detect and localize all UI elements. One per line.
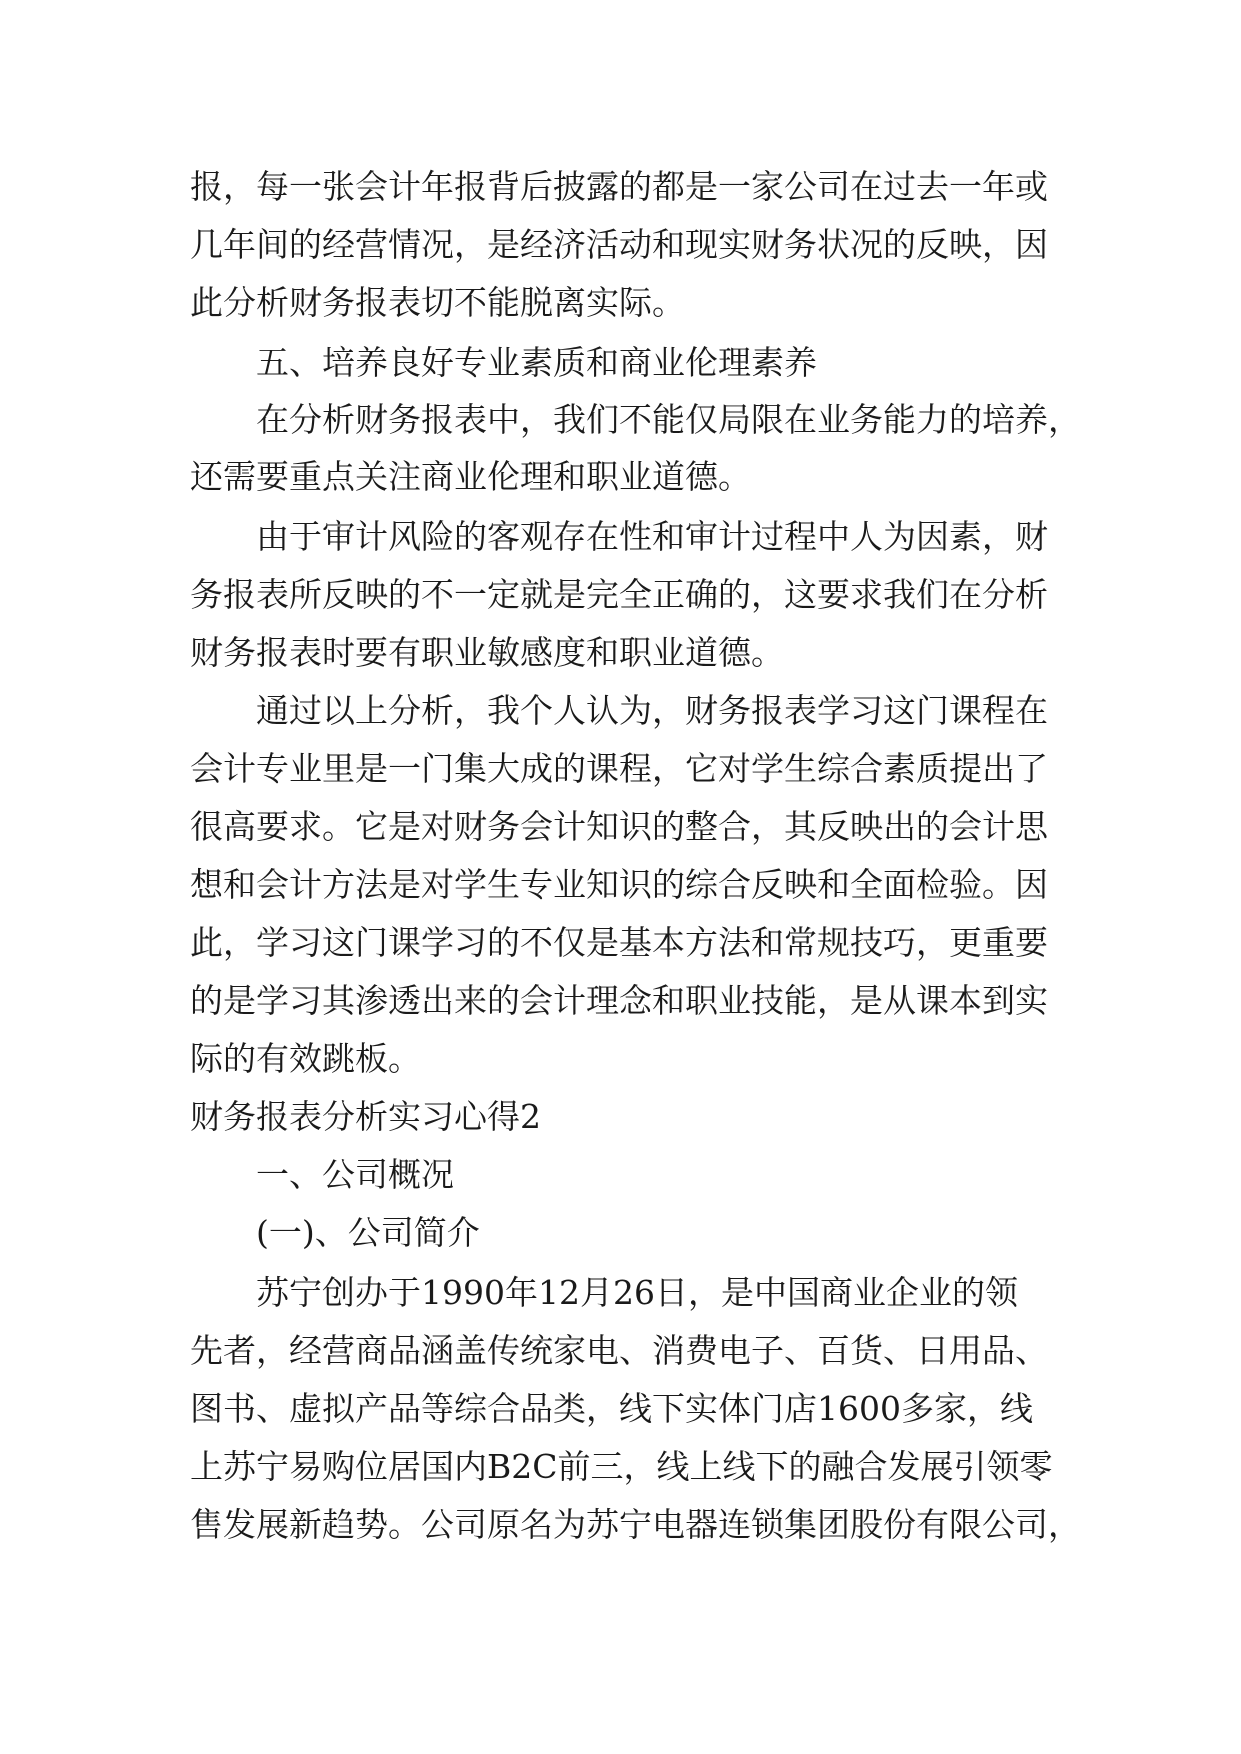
section-heading-1: 一、公司概况: [256, 1155, 454, 1194]
body-line-13: 想和会计方法是对学生专业知识的综合反映和全面检验。因: [190, 865, 1048, 904]
body-line-12: 很高要求。它是对财务会计知识的整合，其反映出的会计思: [190, 807, 1048, 846]
body-line-23: 上苏宁易购位居国内B2C前三，线上线下的融合发展引领零: [190, 1447, 1053, 1486]
body-line-21: 先者，经营商品涵盖传统家电、消费电子、百货、日用品、: [190, 1331, 1048, 1370]
body-line-11: 会计专业里是一门集大成的课程，它对学生综合素质提出了: [190, 749, 1048, 788]
document-title: 财务报表分析实习心得2: [190, 1097, 541, 1136]
body-line-2: 几年间的经营情况，是经济活动和现实财务状况的反映，因: [190, 225, 1048, 264]
body-line-15: 的是学习其渗透出来的会计理念和职业技能，是从课本到实: [190, 981, 1048, 1020]
body-line-10: 通过以上分析，我个人认为，财务报表学习这门课程在: [256, 691, 1048, 730]
body-line-16: 际的有效跳板。: [190, 1039, 421, 1078]
section-heading-5: 五、培养良好专业素质和商业伦理素养: [256, 343, 817, 382]
body-line-14: 此，学习这门课学习的不仅是基本方法和常规技巧，更重要: [190, 923, 1048, 962]
body-line-7: 由于审计风险的客观存在性和审计过程中人为因素，财: [256, 517, 1048, 556]
body-line-8: 务报表所反映的不一定就是完全正确的，这要求我们在分析: [190, 575, 1048, 614]
body-line-22: 图书、虚拟产品等综合品类，线下实体门店1600多家，线: [190, 1389, 1033, 1428]
body-line-1: 报，每一张会计年报背后披露的都是一家公司在过去一年或: [190, 167, 1048, 206]
subsection-heading: (一)、公司简介: [256, 1213, 480, 1252]
body-line-3: 此分析财务报表切不能脱离实际。: [190, 283, 685, 322]
body-line-20: 苏宁创办于1990年12月26日，是中国商业企业的领: [256, 1273, 1018, 1312]
body-line-6: 还需要重点关注商业伦理和职业道德。: [190, 457, 751, 496]
body-line-5: 在分析财务报表中，我们不能仅局限在业务能力的培养，: [256, 400, 1081, 439]
body-line-24: 售发展新趋势。公司原名为苏宁电器连锁集团股份有限公司，: [190, 1505, 1081, 1544]
body-line-9: 财务报表时要有职业敏感度和职业道德。: [190, 633, 784, 672]
